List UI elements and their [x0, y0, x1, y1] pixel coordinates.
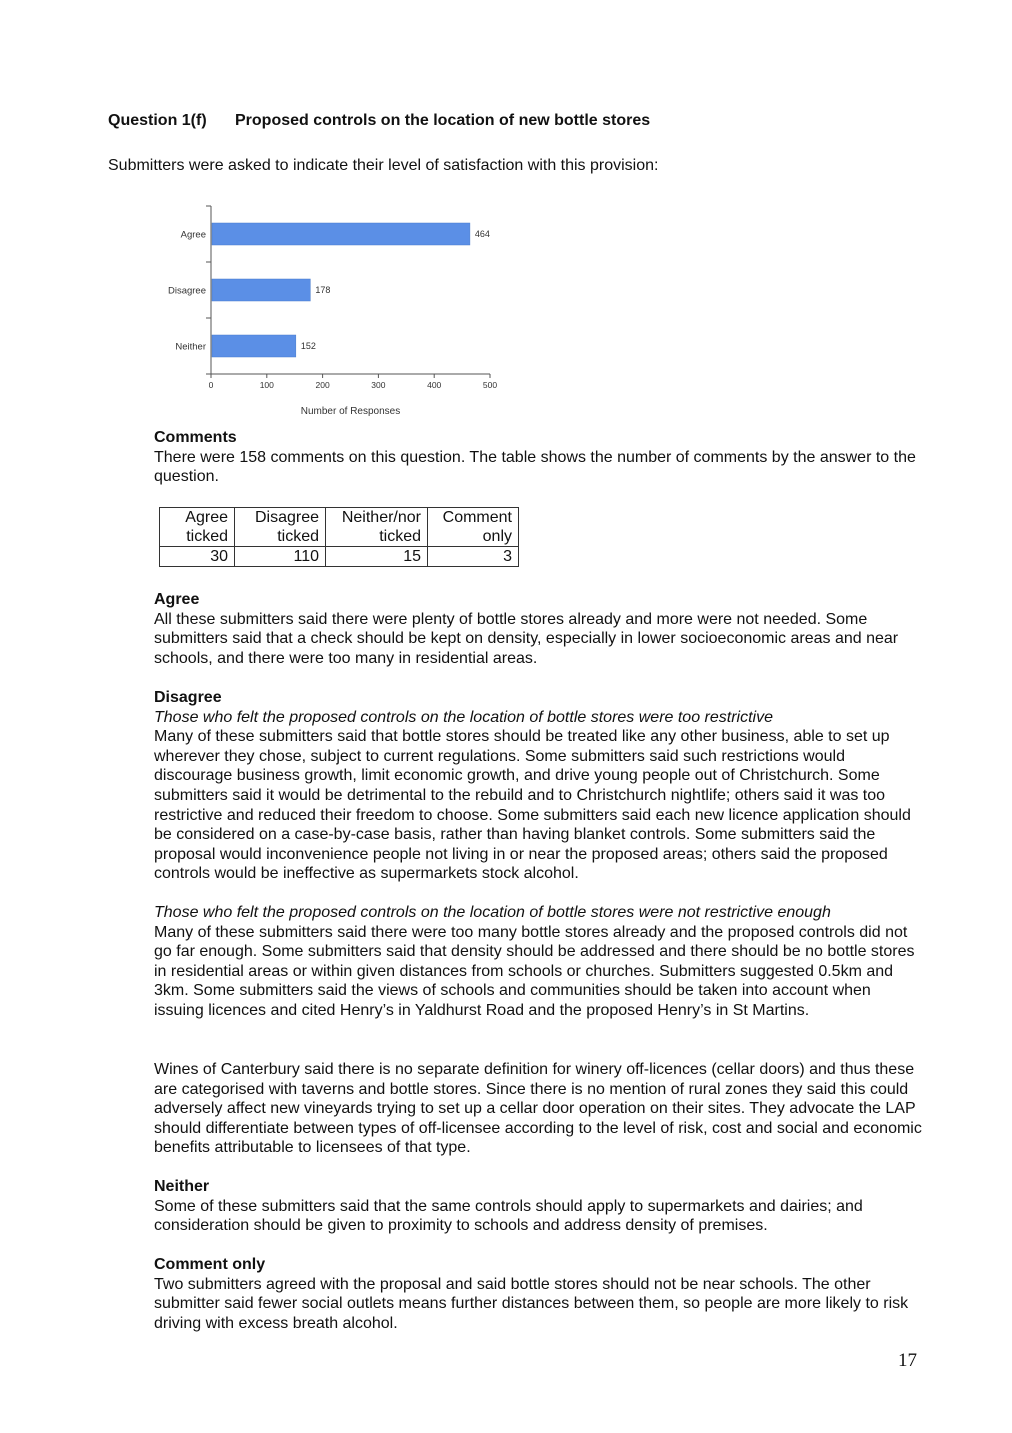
- question-title: Proposed controls on the location of new bottle stores: [235, 112, 651, 129]
- comment-only-section: [154, 1255, 924, 1333]
- category-label: Disagree: [167, 285, 206, 297]
- neither-heading: Neither: [154, 1178, 210, 1195]
- agree-section: [154, 590, 924, 668]
- table-cell: 110: [235, 547, 326, 567]
- category-label: Neither: [175, 341, 206, 353]
- x-tick-label: 100: [259, 380, 274, 390]
- comments-section: [154, 428, 924, 487]
- table-header-cell: Comment only: [428, 508, 519, 547]
- disagree-paragraph-1: Many of these submitters said that bottle stores should be treated like any other business, able to set up wherever they chose, subject to current regulations. Some submitters said such restrictions would discourage business growth, limit economic growth, and drive young people out of Christchurch. Some submitters said it would be detrimental to the rebuild and to Christchurch nightlife; others said it was too restrictive and reduced their freedom to choose. Some submitters said each new licence application should be considered on a case-by-case basis, rather than having blanket controls. Some submitters said the proposal would inconvenience people not living in or near the proposed areas; others said the proposed controls would be ineffective as supermarkets stock alcohol.: [154, 728, 911, 883]
- disagree-section: [154, 688, 924, 884]
- x-tick-label: 300: [371, 380, 386, 390]
- x-tick-label: 400: [427, 380, 442, 390]
- disagree-paragraph-2: Many of these submitters said there were too many bottle stores already and the proposed controls did not go far enough. Some submitters said that density should be addressed and there should be no bottle stores in residential areas or within given distances from schools or churches. Submitters suggested 0.5km and 3km. Some submitters said the views of schools and communities should be taken into account when issuing licences and cited Henry’s in Yaldhurst Road and the proposed Henry’s in St Martins.: [154, 923, 915, 1019]
- comments-table: [159, 507, 519, 567]
- comment-only-heading: Comment only: [154, 1256, 266, 1273]
- agree-heading: Agree: [154, 591, 200, 608]
- disagree-paragraph-3: Wines of Canterbury said there is no separate definition for winery off-licences (cellar doors) and thus these are categorised with taverns and bottle stores. Since there is no mention of rural zones they said this could adversely affect new vineyards trying to set up a cellar door operation on their sites. They advocate the LAP should differentiate between types of off-licensee according to the level of risk, cost and social and economic benefits attributable to licensees of that type.: [154, 1061, 922, 1157]
- question-number: Question 1(f): [108, 112, 207, 129]
- comments-heading: Comments: [154, 429, 237, 446]
- value-label: 152: [300, 341, 316, 351]
- comments-text: There were 158 comments on this question. The table shows the number of comments by the answer to the question.: [154, 448, 916, 486]
- x-tick-label: 0: [208, 380, 214, 390]
- agree-text: All these submitters said there were plenty of bottle stores already and more were not needed. Some submitters said that a check should be kept on density, especially in lower socioeconomic areas and near schools, and there were too many in residential areas.: [154, 610, 899, 667]
- bar-agree: [212, 223, 470, 245]
- comment-only-text: Two submitters agreed with the proposal and said bottle stores should not be near schools. The other submitter said fewer social outlets means further distances between them, so people are more likely to risk driving with excess breath alcohol.: [154, 1275, 909, 1332]
- x-tick-label: 200: [315, 380, 330, 390]
- value-label: 464: [474, 229, 490, 239]
- responses-bar-chart: [150, 196, 510, 421]
- table-header-cell: Disagree ticked: [235, 508, 326, 547]
- intro-text: Submitters were asked to indicate their level of satisfaction with this provision:: [108, 157, 659, 174]
- table-cell: 3: [428, 547, 519, 567]
- x-tick-label: 500: [482, 380, 498, 390]
- disagree-section-2: [154, 903, 924, 1021]
- neither-text: Some of these submitters said that the same controls should apply to supermarkets and dairies; and consideration should be given to proximity to schools and address density of premises.: [154, 1197, 863, 1235]
- disagree-subheading-too-restrictive: Those who felt the proposed controls on the location of bottle stores were too restrictive: [154, 708, 773, 726]
- table-header-cell: Agree ticked: [160, 508, 235, 547]
- table-cell: 15: [326, 547, 428, 567]
- question-heading: [108, 112, 650, 130]
- wines-of-canterbury-paragraph: [154, 1060, 924, 1158]
- bar-neither: [212, 335, 296, 357]
- category-label: Agree: [180, 229, 206, 241]
- table-row: [160, 547, 519, 567]
- table-header-row: [160, 508, 519, 547]
- table-cell: 30: [160, 547, 235, 567]
- neither-section: [154, 1177, 924, 1236]
- x-axis-label: Number of Responses: [300, 406, 401, 417]
- value-label: 178: [315, 285, 331, 295]
- disagree-heading: Disagree: [154, 689, 222, 706]
- disagree-subheading-not-restrictive: Those who felt the proposed controls on the location of bottle stores were not restrictive enough: [154, 904, 831, 921]
- page-number: 17: [898, 1350, 917, 1371]
- bar-disagree: [212, 279, 310, 301]
- table-header-cell: Neither/nor ticked: [326, 508, 428, 547]
